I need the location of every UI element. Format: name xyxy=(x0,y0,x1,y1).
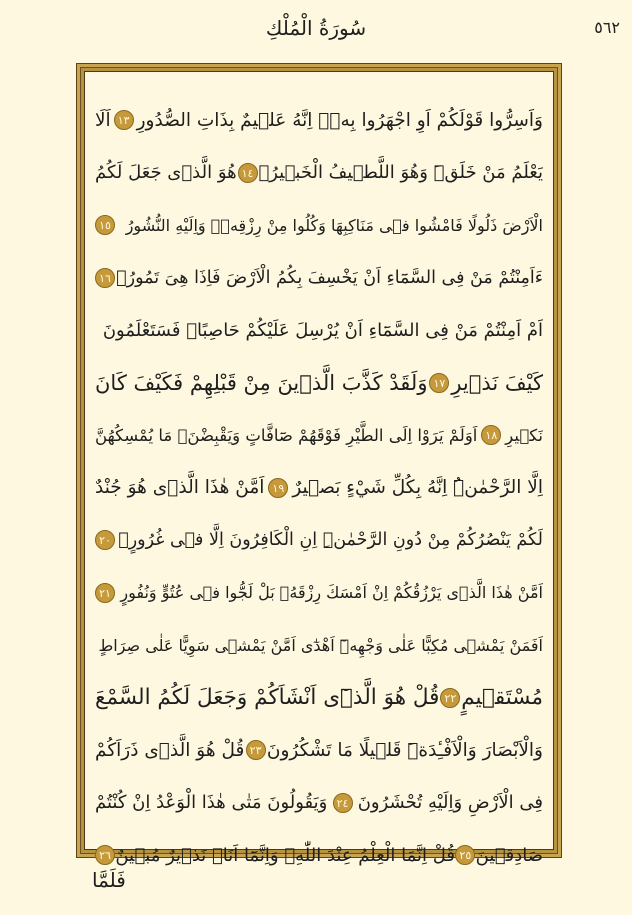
verse-line xyxy=(95,94,543,147)
surah-title: سُورَةُ الْمُلْكِ xyxy=(265,16,367,40)
verse-text: اَمْ اَمِنْتُمْ مَنْ فِى السَّمَٓاءِ اَنْ يُرْسِلَ عَلَيْكُمْ حَاصِبًاۜ فَسَتَعْلَمُونَ xyxy=(102,319,543,341)
verse-line xyxy=(95,777,543,830)
verse-text: وَلَقَدْ كَذَّبَ الَّذٖينَ مِنْ قَبْلِهِمْ فَكَيْفَ كَانَ xyxy=(95,370,428,395)
verse-text: وَالْاَبْصَارَ وَالْاَفْـِٔدَةَۜ قَلٖيلًا مَا تَشْكُرُونَ xyxy=(266,739,543,761)
ayah-number-marker: ٢٥ xyxy=(455,845,475,865)
verse-line xyxy=(95,199,543,252)
page-frame xyxy=(76,63,562,866)
verse-text: الْاَرْضَ ذَلُولًا فَامْشُوا فٖى مَنَاكِبِهَا وَكُلُوا مِنْ رِزْقِه۪ۜ وَاِلَيْهِ النُّشُورُ xyxy=(125,215,543,235)
verse-line xyxy=(95,462,543,515)
verse-text: اَلَا xyxy=(95,109,111,131)
frame-border xyxy=(80,67,558,866)
verse-text: وَاَسِرُّوا قَوْلَكُمْ اَوِ اجْهَرُوا بِه۪ۜ اِنَّهُ عَلٖيمٌ بِذَاتِ الصُّدُورِ xyxy=(136,109,543,131)
verse-text: لَكُمْ يَنْصُرُكُمْ مِنْ دُونِ الرَّحْمٰنِۜ اِنِ الْكَافِرُونَ اِلَّا فٖى غُرُورٍۚ xyxy=(118,530,543,551)
verse-text: قُلْ هُوَ الَّذٖٓى اَنْشَاَكُمْ وَجَعَلَ لَكُمُ السَّمْعَ xyxy=(95,685,440,711)
ayah-number-marker: ١٩ xyxy=(268,478,288,498)
catchword: فَلَمَّا xyxy=(92,868,126,892)
ayah-number-marker: ٢٢ xyxy=(440,688,460,708)
verse-text: اَمَّنْ هٰذَا الَّذٖى يَرْزُقُكُمْ اِنْ اَمْسَكَ رِزْقَهُۚ بَلْ لَجُّوا فٖى عُتُوٍّ وَنُفُورٍ xyxy=(120,583,543,603)
verse-lines xyxy=(95,94,543,866)
page-header xyxy=(0,6,632,56)
verse-text: اِلَّا الرَّحْمٰنُۜ اِنَّهُ بِكُلِّ شَيْءٍ بَصٖيرٌ xyxy=(292,477,543,499)
verse-text: يَعْلَمُ مَنْ خَلَقَۜ وَهُوَ اللَّطٖيفُ الْخَبٖيرُ۟ xyxy=(258,162,543,184)
ayah-number-marker: ٢٤ xyxy=(333,793,353,813)
verse-text: اَمَّنْ هٰذَا الَّذٖى هُوَ جُنْدٌ xyxy=(95,477,265,499)
verse-text: قُلْ هُوَ الَّذٖى ذَرَاَكُمْ xyxy=(95,739,245,761)
verse-text: كَيْفَ نَذٖيرِ xyxy=(451,370,543,395)
verse-line xyxy=(95,409,543,462)
verse-text: صَادِقٖينَ xyxy=(475,844,543,866)
verse-line xyxy=(95,619,543,672)
verse-line xyxy=(95,252,543,305)
ayah-number-marker: ٢٠ xyxy=(95,530,115,550)
page-number: ٥٦٢ xyxy=(594,18,620,37)
verse-text: مُسْتَقٖيمٍ xyxy=(461,685,543,711)
verse-text: فِى الْاَرْضِ وَاِلَيْهِ تُحْشَرُونَ xyxy=(357,792,543,814)
verse-line xyxy=(95,724,543,777)
verse-line xyxy=(95,357,543,410)
verse-line xyxy=(95,672,543,725)
text-area xyxy=(84,71,554,866)
verse-line xyxy=(95,829,543,882)
verse-text: اَوَلَمْ يَرَوْا اِلَى الطَّيْرِ فَوْقَهُمْ صَٓافَّاتٍ وَيَقْبِضْنَۘ مَا يُمْسِكُهُنَّ xyxy=(95,425,478,445)
ayah-number-marker: ١٨ xyxy=(481,425,501,445)
ayah-number-marker: ٢١ xyxy=(95,583,115,603)
verse-text: اَفَمَنْ يَمْشٖى مُكِبًّا عَلٰى وَجْهِه۪ٓ اَهْدٰٓى اَمَّنْ يَمْشٖى سَوِيًّا عَلٰى صِرَاطٍ xyxy=(98,635,543,655)
ayah-number-marker: ١٥ xyxy=(95,215,115,235)
verse-text: وَيَقُولُونَ مَتٰى هٰذَا الْوَعْدُ اِنْ كُنْتُمْ xyxy=(95,792,328,814)
verse-text: هُوَ الَّذٖى جَعَلَ لَكُمُ xyxy=(95,162,237,184)
ayah-number-marker: ٢٣ xyxy=(246,740,266,760)
verse-line xyxy=(95,567,543,620)
ayah-number-marker: ٢٦ xyxy=(95,845,115,865)
verse-line xyxy=(95,304,543,357)
ayah-number-marker: ١٤ xyxy=(238,163,258,183)
verse-line xyxy=(95,147,543,200)
verse-text: نَكٖيرِ xyxy=(505,425,543,445)
verse-line xyxy=(95,514,543,567)
verse-text: قُلْ اِنَّمَا الْعِلْمُ عِنْدَ اللّٰهِۖ وَاِنَّمَٓا اَنَا۬ نَذٖيرٌ مُبٖينٌ xyxy=(115,844,455,866)
ayah-number-marker: ١٦ xyxy=(95,268,115,288)
verse-text: ءَاَمِنْتُمْ مَنْ فِى السَّمَٓاءِ اَنْ يَخْسِفَ بِكُمُ الْاَرْضَ فَاِذَا هِىَ تَمُورُۙ xyxy=(116,267,543,288)
ayah-number-marker: ١٣ xyxy=(114,110,134,130)
ayah-number-marker: ١٧ xyxy=(429,373,449,393)
